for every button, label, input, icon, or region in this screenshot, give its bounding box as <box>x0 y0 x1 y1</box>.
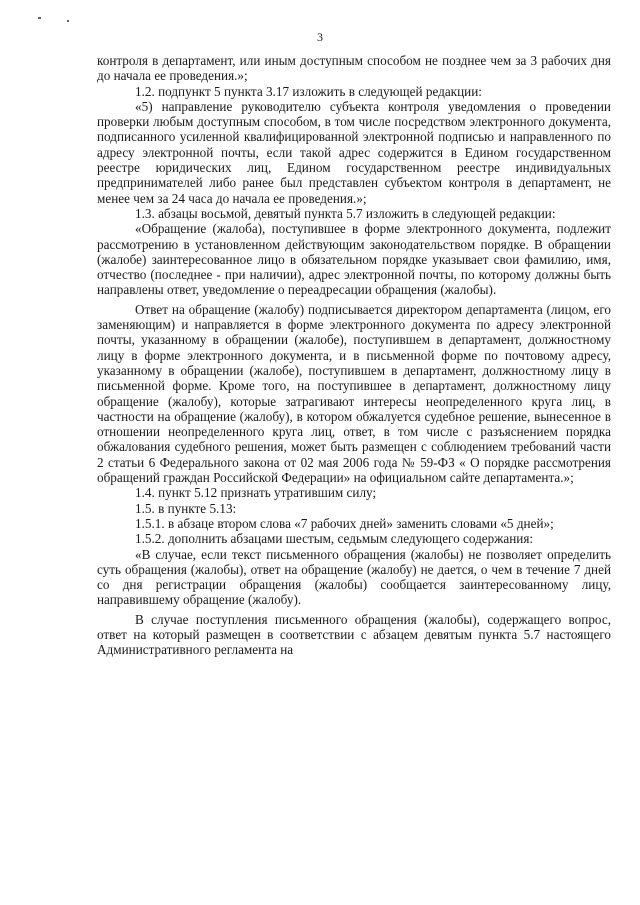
document-body <box>97 53 611 658</box>
paragraph-item-1-4: 1.4. пункт 5.12 признать утратившим силу; <box>135 485 377 501</box>
paragraph-item-1-5: 1.5. в пункте 5.13: <box>135 500 237 516</box>
paragraph-quote-written: «В случае, если текст письменного обращения (жалобы) не позволяет определить суть обращения (жалобы), ответ на обращение (жалобу) не дается, о чем в течение 7 дней со дня регистрации обращения (жалобы) сообщается заинтересованному лицу, направившему обращение (жалобу). <box>97 546 611 608</box>
page-number: 3 <box>317 30 323 44</box>
paragraph-answer: Ответ на обращение (жалобу) подписывается директором департамента (лицом, его заменяющим) и направляется в форме электронного документа по адресу электронной почты, указанному в обращении (жалобе), поступившем в департамент, должностному лицу в форме электронного документа, и в письменной форме по почтовому адресу, указанному в обращении (жалобе), поступившем в департамент, должностному лицу в письменной форме. Кроме того, на поступившее в департамент, должностному лицу обращение (жалобу), которые затрагивают интересы неопределенного круга лиц, в частности на обращение (жалобу), в котором обжалуется судебное решение, вынесенное в отношении неопределенного круга лиц, ответ, в том числе с разъяснением порядка обжалования судебного решения, может быть размещен с соблюдением требований части 2 статьи 6 Федерального закона от 02 мая 2006 года № 59-ФЗ « О порядке рассмотрения обращений граждан Российской Федерации» на официальном сайте департамента.»; <box>97 301 611 486</box>
scan-speck <box>67 20 69 22</box>
paragraph-quote-5: «5) направление руководителю субъекта контроля уведомления о проведении проверки любым доступным способом, в том числе посредством электронного документа, подписанного усиленной квалифицированной электронной подписью и направленного по адресу электронной почты, если такой адрес содержится в Едином государственном реестре юридических лиц, Едином государственном реестре индивидуальных предпринимателей либо ранее был представлен субъектом контроля в департамент, не менее чем за 24 часа до начала ее проведения.»; <box>97 98 611 206</box>
paragraph-quote-electronic: «Обращение (жалоба), поступившее в форме электронного документа, подлежит рассмотрению в установленном действующим законодательством порядке. В обращении (жалобе) заинтересованное лицо в обязательном порядке указывает свои фамилию, имя, отчество (последнее - при наличии), адрес электронной почты, по которому должны быть направлены ответ, уведомление о переадресации обращения (жалобы). <box>97 221 611 298</box>
paragraph-item-1-2: 1.2. подпункт 5 пункта 3.17 изложить в следующей редакции: <box>135 83 482 99</box>
paragraph-item-1-5-2: 1.5.2. дополнить абзацами шестым, седьмым следующего содержания: <box>135 531 534 547</box>
paragraph-item-1-3: 1.3. абзацы восьмой, девятый пункта 5.7 изложить в следующей редакции: <box>135 205 556 221</box>
scan-speck <box>38 17 41 19</box>
paragraph-last: В случае поступления письменного обращения (жалобы), содержащего вопрос, ответ на который размещен в соответствии с абзацем девятым пункта 5.7 настоящего Административного регламента на <box>97 611 611 658</box>
paragraph-continuation: контроля в департамент, или иным доступным способом не позднее чем за 3 рабочих дня до начала ее проведения.»; <box>97 53 611 84</box>
paragraph-item-1-5-1: 1.5.1. в абзаце втором слова «7 рабочих дней» заменить словами «5 дней»; <box>135 515 554 531</box>
